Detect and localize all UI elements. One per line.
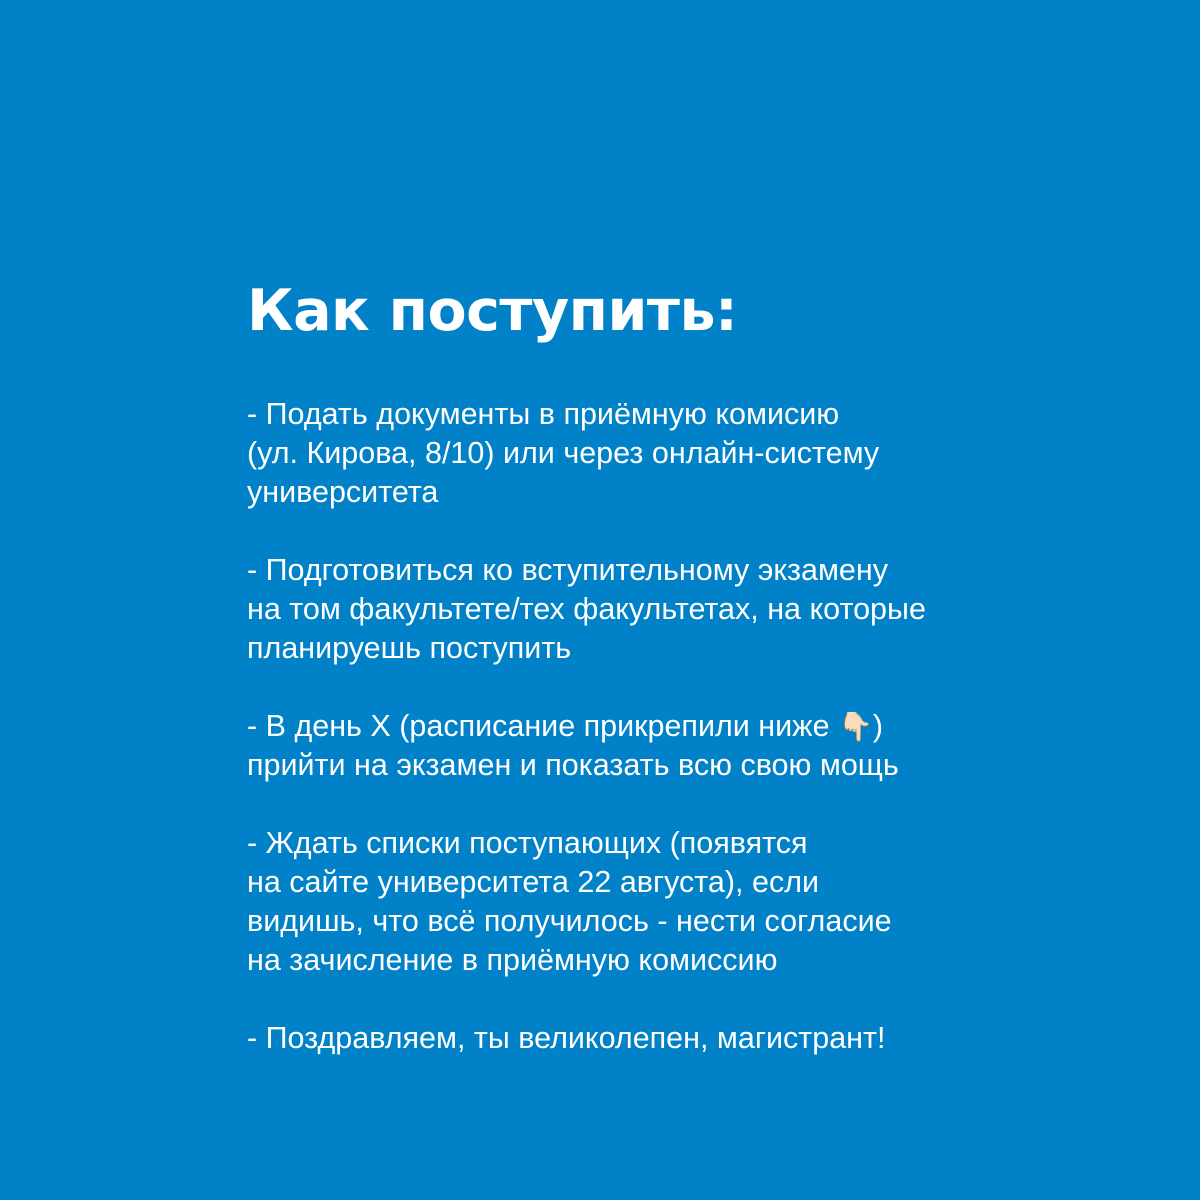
step-text: ) bbox=[872, 709, 884, 743]
step-line: на том факультете/тех факультетах, на которые bbox=[247, 592, 926, 626]
steps-list bbox=[247, 395, 1147, 1058]
step-congratulations bbox=[247, 1019, 1147, 1058]
step-submit-documents bbox=[247, 395, 1147, 512]
step-line: - Подать документы в приёмную комисию bbox=[247, 397, 840, 431]
step-line: прийти на экзамен и показать всю свою мощь bbox=[247, 748, 899, 782]
step-line: - Ждать списки поступающих (появятся bbox=[247, 826, 808, 860]
step-text: - В день X (расписание прикрепили ниже bbox=[247, 709, 839, 743]
step-line bbox=[247, 707, 1147, 746]
step-exam-day bbox=[247, 707, 1147, 785]
step-line: - Поздравляем, ты великолепен, магистрант! bbox=[247, 1021, 886, 1055]
step-line: планируешь поступить bbox=[247, 631, 572, 665]
step-prepare-exam bbox=[247, 551, 1147, 668]
step-wait-lists bbox=[247, 824, 1147, 980]
step-line: - Подготовиться ко вступительному экзамену bbox=[247, 553, 888, 587]
step-line: на зачисление в приёмную комиссию bbox=[247, 943, 778, 977]
step-line: на сайте университета 22 августа), если bbox=[247, 865, 820, 899]
step-line: (ул. Кирова, 8/10) или через онлайн-систему bbox=[247, 436, 880, 470]
step-line: университета bbox=[247, 475, 439, 509]
page-title: Как поступить: bbox=[247, 278, 738, 344]
step-line: видишь, что всё получилось - нести согласие bbox=[247, 904, 892, 938]
post-content bbox=[247, 278, 1147, 1058]
pointing-down-hand-icon: 👇🏻 bbox=[838, 710, 873, 743]
